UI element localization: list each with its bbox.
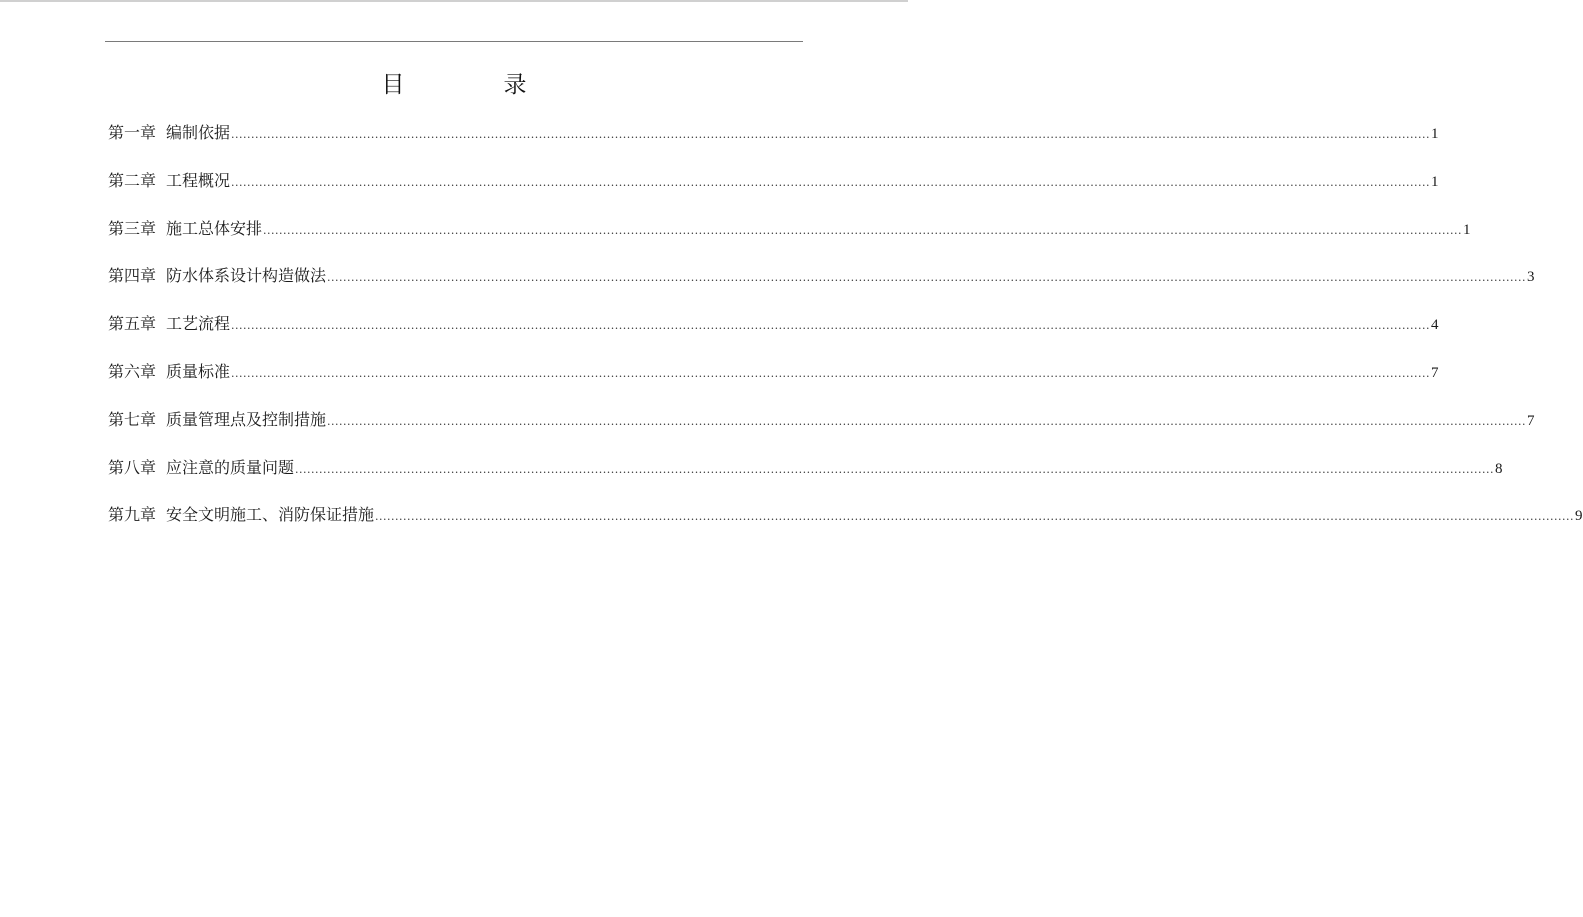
toc-heading: 工艺流程 (166, 314, 231, 334)
toc-page-number: 1 (1463, 221, 1471, 238)
toc-heading: 编制依据 (166, 123, 231, 142)
toc-leader-dots: ............................................................................................................................................................................................................................................................................................................ (231, 175, 1431, 189)
toc-leader-dots: ............................................................................................................................................................................................................................................................................................................ (327, 414, 1527, 428)
toc-leader-dots: ............................................................................................................................................................................................................................................................................................................ (375, 510, 1575, 524)
toc-heading: 质量管理点及控制措施 (166, 409, 327, 429)
toc-chapter-number: 第一章 (108, 123, 157, 142)
toc-page-number: 7 (1431, 364, 1439, 381)
toc-chapter-number: 第二章 (108, 170, 157, 190)
toc-entry[interactable] (108, 455, 1503, 503)
toc-leader-dots: ............................................................................................................................................................................................................................................................................................................ (231, 366, 1431, 380)
toc-leader-dots: ............................................................................................................................................................................................................................................................................................................ (231, 128, 1431, 141)
toc-chapter-number: 第六章 (108, 361, 157, 381)
toc-chapter-number: 第五章 (108, 314, 157, 334)
toc-chapter-number: 第七章 (108, 409, 157, 429)
toc-entry[interactable] (108, 216, 1471, 264)
toc-page-number: 3 (1527, 269, 1535, 286)
toc-chapter-number: 第八章 (108, 457, 157, 477)
toc-page-number: 8 (1495, 460, 1503, 477)
toc-list (108, 120, 1583, 550)
toc-page-number: 7 (1527, 412, 1535, 429)
toc-page-number: 1 (1431, 173, 1439, 190)
toc-title: 目 录 (381, 72, 565, 98)
toc-entry[interactable] (108, 120, 1439, 168)
toc-heading: 安全文明施工、消防保证措施 (166, 505, 375, 525)
toc-page-number: 9 (1575, 508, 1583, 525)
toc-leader-dots: ............................................................................................................................................................................................................................................................................................................ (295, 462, 1495, 476)
toc-heading: 应注意的质量问题 (166, 457, 295, 477)
toc-chapter-number: 第四章 (108, 266, 157, 286)
toc-heading: 工程概况 (166, 170, 231, 190)
toc-chapter-number: 第九章 (108, 505, 157, 525)
toc-entry[interactable] (108, 502, 1583, 550)
toc-page-number: 4 (1431, 317, 1439, 334)
toc-chapter-number: 第三章 (108, 218, 157, 238)
toc-entry[interactable] (108, 263, 1535, 311)
toc-leader-dots: ............................................................................................................................................................................................................................................................................................................ (327, 271, 1527, 285)
toc-heading: 施工总体安排 (166, 218, 263, 238)
toc-entry[interactable] (108, 311, 1439, 359)
toc-leader-dots: ............................................................................................................................................................................................................................................................................................................ (231, 319, 1431, 333)
toc-leader-dots: ............................................................................................................................................................................................................................................................................................................ (263, 223, 1463, 237)
toc-heading: 质量标准 (166, 361, 231, 381)
toc-entry[interactable] (108, 407, 1535, 455)
toc-page-number: 1 (1431, 126, 1439, 142)
toc-heading: 防水体系设计构造做法 (166, 266, 327, 286)
toc-entry[interactable] (108, 168, 1439, 216)
toc-entry[interactable] (108, 359, 1439, 407)
header-rule (105, 41, 803, 42)
page-top-edge (0, 0, 908, 2)
